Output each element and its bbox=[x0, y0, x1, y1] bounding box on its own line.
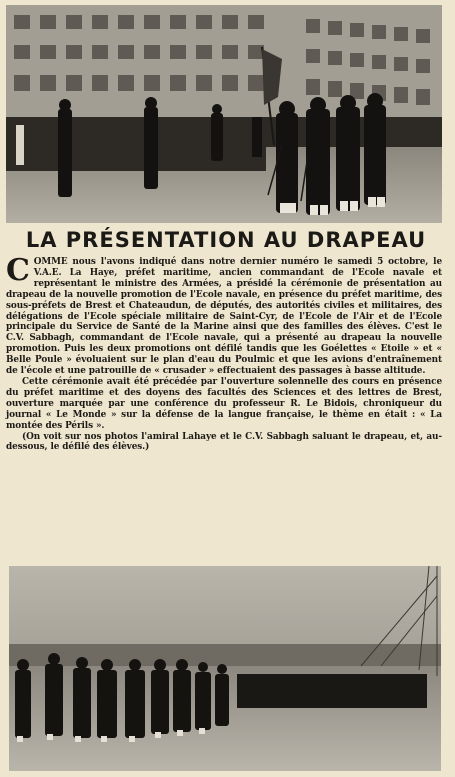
article-paragraph-1 bbox=[6, 253, 442, 377]
article-body bbox=[6, 253, 442, 453]
article-paragraph-2: Cette cérémonie avait été précédée par l'ouverture solennelle des cours en présence du préfet maritime et des doyens des facultés des Sciences et des lettres de Brest, ouverture marquée par une conférence du professeur R. Le Bidois, chroniqueur du journal « Le Monde » sur la défense de la langue française, le thème en était : « La montée des Périls ». bbox=[6, 376, 442, 431]
article-headline: LA PRÉSENTATION AU DRAPEAU bbox=[25, 228, 427, 252]
photo-caption: (On voit sur nos photos l'amiral Lahaye et le C.V. Sabbagh saluant le drapeau, et, au-dessous, le défilé des élèves.) bbox=[6, 431, 442, 453]
cadets-parade-photo bbox=[9, 566, 441, 771]
flag-ceremony-photo bbox=[6, 5, 442, 223]
drop-cap: C bbox=[6, 253, 30, 288]
article-paragraph-1-text: OMME nous l'avons indiqué dans notre dernier numéro le samedi 5 octobre, le V.A.E. La Haye, préfet maritime, ancien commandant de l'Ecole navale et représentant le ministre des Armées, a présidé la cérémonie de présentation au drapeau de la nouvelle promotion de l'Ecole navale, en présence du préfet maritime, des sous-préfets de Brest et Chateaudun, de députés, des autorités civiles et militaires, des délégations de l'Ecole spéciale militaire de Saint-Cyr, de l'Ecole de l'Air et de l'Ecole principale du Service de Santé de la Marine ainsi que des familles des élèves. C'est le C.V. Sabbagh, commandant de l'Ecole navale, qui a présenté au drapeau la nouvelle promotion. Puis les deux promotions ont défilé tandis que les Goélettes « Etoile » et « Belle Poule » évoluaient sur le plan d'eau du Poulmic et que les avions d'entraînement de l'école et une patrouille de « crusader » effectuaient des passages à basse altitude. bbox=[6, 257, 442, 377]
